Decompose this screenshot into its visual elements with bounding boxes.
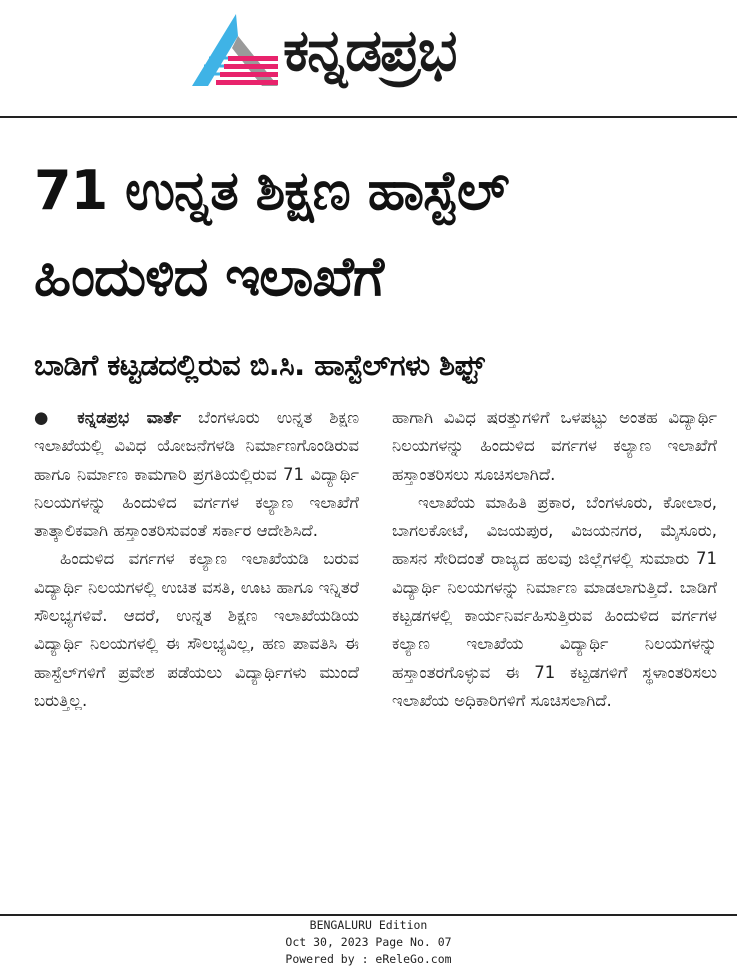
footer-divider — [0, 914, 737, 916]
article-paragraph: ಉನ್ನತ ಶಿಕ್ಷಣ ಇಲಾಖೆಯಲ್ಲಿ ವಿವಿಧ ಯೋಜನೆಗಳಡಿ ನಿರ್ಮಾಣಗೊಂಡಿರುವ ಹಾಗೂ ನಿರ್ಮಾಣ ಕಾಮಗಾರಿ ಪ್ರಗತಿಯಲ್ಲಿರುವ 71 ವಿದ್ಯಾರ್ಥಿ ನಿಲಯಗಳನ್ನು ಹಿಂದುಳಿದ ವರ್ಗಗಳ ಕಲ್ಯಾಣ ಇಲಾಖೆಗೆ ತಾತ್ಕಾಲಿಕವಾಗಿ ಹಸ್ತಾಂತರಿಸುವಂತೆ ಸರ್ಕಾರ ಆದೇಶಿಸಿದೆ. — [34, 408, 360, 541]
kannadaprabha-logo-icon — [192, 12, 282, 88]
article-paragraph: ಹಿಂದುಳಿದ ವರ್ಗಗಳ ಕಲ್ಯಾಣ ಇಲಾಖೆಯಡಿ ಬರುವ ವಿದ್ಯಾರ್ಥಿ ನಿಲಯಗಳಲ್ಲಿ ಉಚಿತ ವಸತಿ, ಊಟ ಹಾಗೂ ಇನ್ನಿತರೆ ಸೌಲಭ್ಯಗಳಿವೆ. ಆದರೆ, ಉನ್ನತ ಶಿಕ್ಷಣ ಇಲಾಖೆಯಡಿಯ ವಿದ್ಯಾರ್ಥಿ ನಿಲಯಗಳಲ್ಲಿ ಈ ಸೌಲಭ್ಯವಿಲ್ಲ, ಹಣ ಪಾವತಿಸಿ ಈ ಹಾಸ್ಟೆಲ್‌ಗಳಿಗೆ ಪ್ರವೇಶ ಪಡೆಯಲು ವಿದ್ಯಾರ್ಥಿಗಳು ಮುಂದೆ ಬರುತ್ತಿಲ್ಲ. — [34, 549, 359, 710]
article-column-right — [392, 404, 717, 715]
masthead-logo-text: ಕನ್ನಡಪ್ರಭ — [283, 16, 456, 84]
dateline-place: ಬೆಂಗಳೂರು — [198, 408, 260, 427]
article-paragraph: ಹಾಗಾಗಿ ವಿವಿಧ ಷರತ್ತುಗಳಿಗೆ ಒಳಪಟ್ಟು ಅಂತಹ ವಿದ್ಯಾರ್ಥಿ ನಿಲಯಗಳನ್ನು ಹಿಂದುಳಿದ ವರ್ಗಗಳ ಕಲ್ಯಾಣ ಇಲಾಖೆಗೆ ಹಸ್ತಾಂತರಿಸಲು ಸೂಚಿಸಲಾಗಿದೆ. — [392, 408, 717, 484]
footer-date-page: Oct 30, 2023 Page No. 07 — [285, 935, 452, 949]
footer-edition: BENGALURU Edition — [309, 918, 428, 932]
dateline-paragraph — [34, 404, 359, 545]
footer — [0, 917, 737, 968]
dateline-source: ಕನ್ನಡಪ್ರಭ ವಾರ್ತೆ — [77, 408, 182, 427]
headline — [34, 148, 724, 320]
article-paragraph: ಇಲಾಖೆಯ ಮಾಹಿತಿ ಪ್ರಕಾರ, ಬೆಂಗಳೂರು, ಕೋಲಾರ, ಬಾಗಲಕೋಟೆ, ವಿಜಯಪುರ, ವಿಜಯನಗರ, ಮೈಸೂರು, ಹಾಸನ ಸೇರಿದಂತೆ ರಾಜ್ಯದ ಹಲವು ಜಿಲ್ಲೆಗಳಲ್ಲಿ ಸುಮಾರು 71 ವಿದ್ಯಾರ್ಥಿ ನಿಲಯಗಳನ್ನು ನಿರ್ಮಾಣ ಮಾಡಲಾಗುತ್ತಿದೆ. ಬಾಡಿಗೆ ಕಟ್ಟಡಗಳಲ್ಲಿ ಕಾರ್ಯನಿರ್ವಹಿಸುತ್ತಿರುವ ಹಿಂದುಳಿದ ವರ್ಗಗಳ ಕಲ್ಯಾಣ ಇಲಾಖೆಯ ವಿದ್ಯಾರ್ಥಿ ನಿಲಯಗಳನ್ನು ಹಸ್ತಾಂತರಗೊಳ್ಳುವ ಈ 71 ಕಟ್ಟಡಗಳಿಗೆ ಸ್ಥಳಾಂತರಿಸಲು ಇಲಾಖೆಯ ಅಧಿಕಾರಿಗಳಿಗೆ ಸೂಚಿಸಲಾಗಿದೆ. — [392, 492, 717, 710]
article-column-left — [34, 404, 359, 715]
bullet-icon: ● — [34, 408, 61, 427]
footer-powered-by: Powered by : eReleGo.com — [285, 952, 452, 966]
headline-line-1: 71 ಉನ್ನತ ಶಿಕ್ಷಣ ಹಾಸ್ಟೆಲ್ — [34, 159, 509, 222]
headline-line-2: ಹಿಂದುಳಿದ ಇಲಾಖೆಗೆ — [34, 245, 384, 308]
masthead — [0, 0, 737, 116]
subheadline: ಬಾಡಿಗೆ ಕಟ್ಟಡದಲ್ಲಿರುವ ಬಿ.ಸಿ. ಹಾಸ್ಟೆಲ್‌ಗಳು ಶಿಫ್ಟ್ — [34, 348, 485, 382]
masthead-divider — [0, 116, 737, 118]
